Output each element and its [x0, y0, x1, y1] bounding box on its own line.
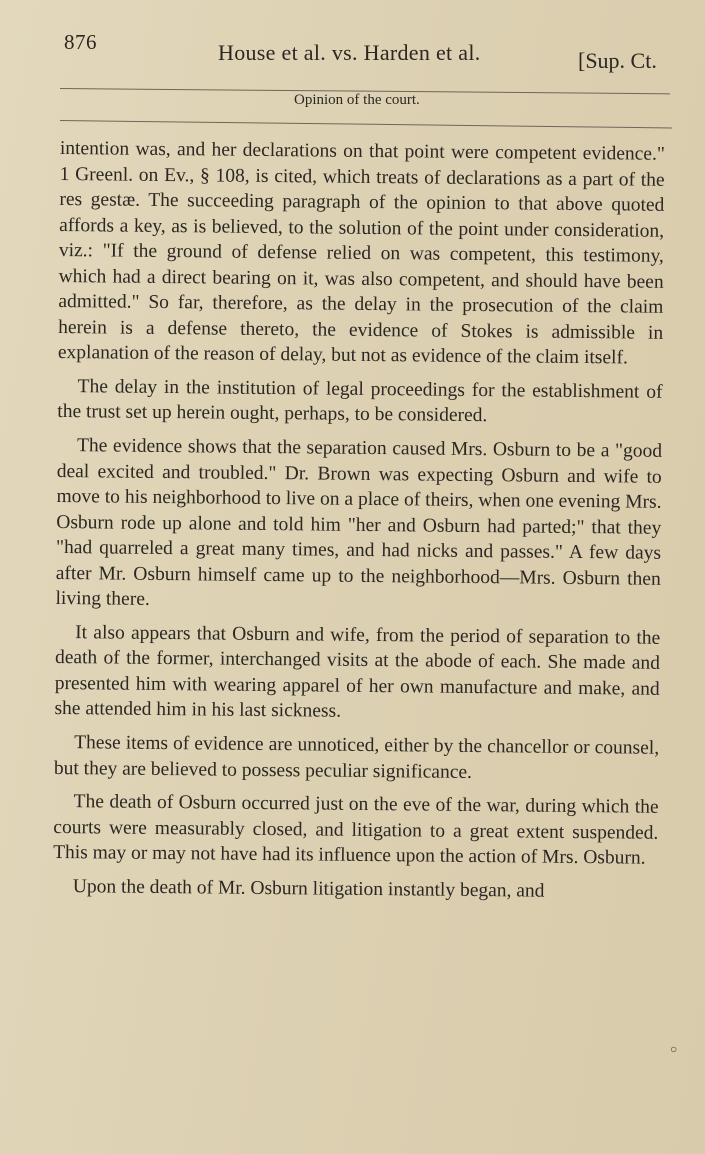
running-title: House et al. vs. Harden et al. — [218, 40, 481, 65]
margin-mark: ○ — [670, 1042, 678, 1056]
paragraph-5: These items of evidence are unnoticed, either by the chancellor or counsel, but they are believed to possess peculiar significance. — [53, 732, 660, 783]
header-rule-bottom — [60, 120, 672, 128]
paragraph-2: The delay in the institution of legal proceedings for the establishment of the trust set up herein ought, perhaps, to be considered. — [57, 376, 663, 427]
section-caption: Opinion of the court. — [294, 92, 420, 108]
paragraph-3: The evidence shows that the separation caused Mrs. Osburn to be a "good deal excited and troubled." Dr. Brown was expecting Osburn and wife to move to his neighborhood to live on a place of theirs, when one evening Mrs. Osburn rode up alone and told him "her and Osburn had parted;" that they "had quarreled a great many times, and had nicks and passes." A few days after Mr. Osburn himself came up to the neighborhood—Mrs. Osburn then living there. — [55, 435, 663, 611]
paragraph-7: Upon the death of Mr. Osburn litigation instantly began, and — [72, 875, 545, 902]
page-header — [60, 30, 680, 80]
paragraph-6: The death of Osburn occurred just on the eve of the war, during which the courts were measurably closed, and litigation to a great extent suspended. This may or may not have had its influence upon the action of Mrs. Osburn. — [53, 791, 659, 869]
page-number: 876 — [64, 30, 97, 54]
opinion-body — [53, 136, 665, 913]
court-abbreviation: [Sup. Ct. — [578, 48, 657, 73]
paragraph-1: intention was, and her declarations on that point were competent evidence." 1 Greenl. on Ev., § 108, is cited, which treats of declarations as a part of the res gestæ. The succeeding paragraph of the opinion to that above quoted affords a key, as is believed, to the solution of the point under consideration, viz.: "If the ground of defense relied on was competent, this testimony, which had a direct bearing on it, was also competent, and should have been admitted." So far, therefore, as the delay in the prosecution of the claim herein is a defense thereto, the evidence of Stokes is admissible in explanation of the reason of delay, but not as evidence of the claim itself. — [57, 137, 665, 369]
paragraph-4: It also appears that Osburn and wife, from the period of separation to the death of the former, interchanged visits at the abode of each. She made and presented him with wearing apparel of her own manufacture and make, and she attended him in his last sickness. — [54, 622, 661, 723]
